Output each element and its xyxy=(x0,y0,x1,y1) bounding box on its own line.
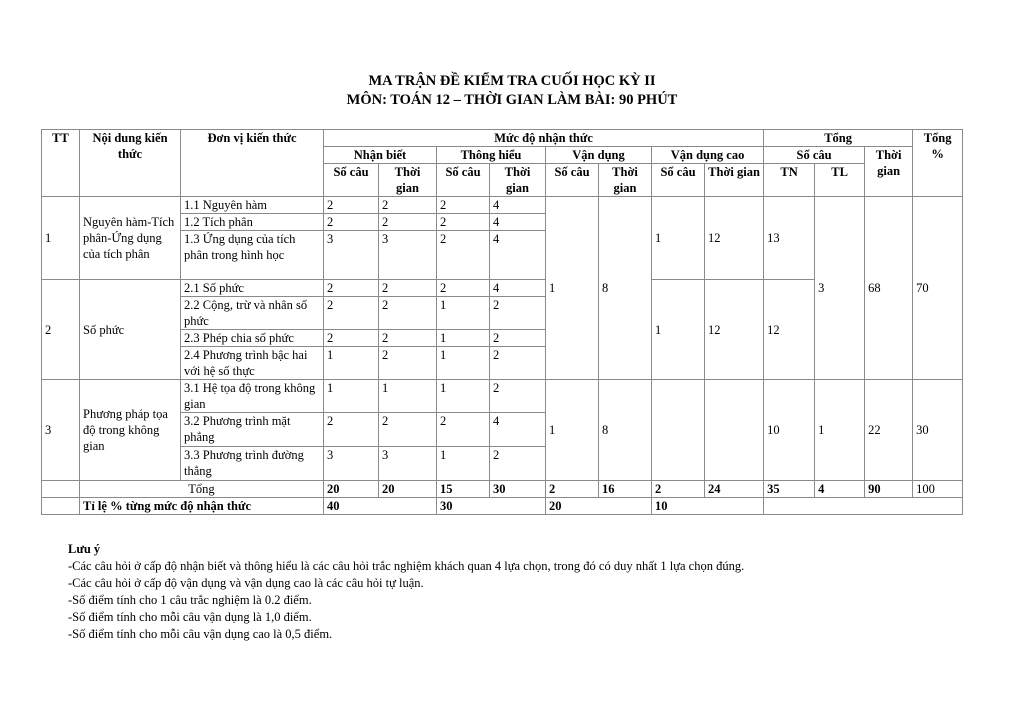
section-1-content: Nguyên hàm-Tích phân-Ứng dụng của tích phân xyxy=(80,197,181,280)
unit-label: 3.3 Phương trình đường thẳng xyxy=(181,447,324,481)
total-vd-time: 16 xyxy=(599,481,652,498)
vdc-count-section-3 xyxy=(652,380,705,481)
notes-section xyxy=(68,541,968,643)
unit-label: 1.3 Ứng dụng của tích phân trong hình học xyxy=(181,231,324,280)
th-count-cell: 2 xyxy=(437,231,490,280)
header-recognition: Nhận biết xyxy=(324,147,437,164)
header-application: Vận dụng xyxy=(546,147,652,164)
th-time-cell: 2 xyxy=(490,347,546,380)
th-time-cell: 4 xyxy=(490,413,546,447)
header-row-1 xyxy=(42,130,963,147)
percent-section-3: 30 xyxy=(913,380,963,481)
th-time-cell: 2 xyxy=(490,330,546,347)
th-count-cell: 2 xyxy=(437,197,490,214)
th-count-cell: 1 xyxy=(437,330,490,347)
header-question-count: Số câu xyxy=(764,147,865,164)
header-vdc-time: Thời gian xyxy=(705,164,764,197)
notes-title: Lưu ý xyxy=(68,542,101,556)
note-line: -Các câu hỏi ở cấp độ vận dụng và vận dụng cao là các câu hỏi tự luận. xyxy=(68,576,424,590)
total-th-count: 15 xyxy=(437,481,490,498)
nb-time-cell: 1 xyxy=(379,380,437,413)
knowledge-matrix-table xyxy=(41,129,963,515)
unit-label: 1.2 Tích phân xyxy=(181,214,324,231)
header-unit: Đơn vị kiến thức xyxy=(181,130,324,197)
vd-count-section-3: 1 xyxy=(546,380,599,481)
vd-time-section-3: 8 xyxy=(599,380,652,481)
unit-label: 1.1 Nguyên hàm xyxy=(181,197,324,214)
vdc-time-section-3 xyxy=(705,380,764,481)
table-row xyxy=(42,380,963,413)
nb-count-cell: 1 xyxy=(324,380,379,413)
nb-time-cell: 2 xyxy=(379,330,437,347)
total-nb-time: 20 xyxy=(379,481,437,498)
header-th-time: Thời gian xyxy=(490,164,546,197)
total-th-time: 30 xyxy=(490,481,546,498)
nb-count-cell: 1 xyxy=(324,347,379,380)
vdc-time-section-2: 12 xyxy=(705,280,764,380)
nb-time-cell: 2 xyxy=(379,413,437,447)
vdc-count-section-1: 1 xyxy=(652,197,705,280)
page-subtitle: MÔN: TOÁN 12 – THỜI GIAN LÀM BÀI: 90 PHÚT xyxy=(346,92,678,108)
note-line: -Các câu hỏi ở cấp độ nhận biết và thông hiểu là các câu hỏi trắc nghiệm khách quan 4 lựa chọn, trong đó có duy nhất 1 lựa chọn đúng. xyxy=(68,559,745,573)
nb-count-cell: 2 xyxy=(324,297,379,330)
tn-section-2: 12 xyxy=(764,280,815,380)
total-nb-count: 20 xyxy=(324,481,379,498)
header-vdc-count: Số câu xyxy=(652,164,705,197)
th-count-cell: 1 xyxy=(437,347,490,380)
header-cognitive-level: Mức độ nhận thức xyxy=(324,130,764,147)
unit-label: 3.2 Phương trình mặt phẳng xyxy=(181,413,324,447)
section-2-tt: 2 xyxy=(42,280,80,380)
vd-count-merged: 1 xyxy=(546,197,599,380)
nb-count-cell: 2 xyxy=(324,197,379,214)
tl-section-3: 1 xyxy=(815,380,865,481)
section-2-content: Số phức xyxy=(80,280,181,380)
th-time-cell: 4 xyxy=(490,280,546,297)
ratio-empty xyxy=(764,498,963,515)
note-line: -Số điểm tính cho 1 câu trắc nghiệm là 0.2 điểm. xyxy=(68,593,312,607)
nb-count-cell: 2 xyxy=(324,330,379,347)
time-section-3: 22 xyxy=(865,380,913,481)
note-line: -Số điểm tính cho mỗi câu vận dụng là 1,0 điểm. xyxy=(68,610,312,624)
unit-label: 2.1 Số phức xyxy=(181,280,324,297)
header-content: Nội dung kiến thức xyxy=(80,130,181,197)
total-tl: 4 xyxy=(815,481,865,498)
ratio-vd: 20 xyxy=(546,498,652,515)
th-count-cell: 2 xyxy=(437,413,490,447)
nb-count-cell: 3 xyxy=(324,231,379,280)
total-time: 90 xyxy=(865,481,913,498)
th-count-cell: 1 xyxy=(437,447,490,481)
nb-count-cell: 3 xyxy=(324,447,379,481)
ratio-tt-empty xyxy=(42,498,80,515)
th-time-cell: 4 xyxy=(490,231,546,280)
nb-time-cell: 3 xyxy=(379,447,437,481)
nb-time-cell: 2 xyxy=(379,347,437,380)
time-merged: 68 xyxy=(865,197,913,380)
vdc-count-section-2: 1 xyxy=(652,280,705,380)
nb-time-cell: 3 xyxy=(379,231,437,280)
nb-count-cell: 2 xyxy=(324,214,379,231)
tn-section-3: 10 xyxy=(764,380,815,481)
header-th-count: Số câu xyxy=(437,164,490,197)
totals-label: Tổng xyxy=(80,481,324,498)
header-total: Tổng xyxy=(764,130,913,147)
table-row xyxy=(42,197,963,214)
tl-merged: 3 xyxy=(815,197,865,380)
page-title: MA TRẬN ĐỀ KIỂM TRA CUỐI HỌC KỲ II xyxy=(368,73,656,89)
th-count-cell: 2 xyxy=(437,214,490,231)
header-tt: TT xyxy=(42,130,80,197)
header-vd-time: Thời gian xyxy=(599,164,652,197)
totals-row xyxy=(42,481,963,498)
header-nb-count: Số câu xyxy=(324,164,379,197)
vd-time-merged: 8 xyxy=(599,197,652,380)
section-1-tt: 1 xyxy=(42,197,80,280)
th-time-cell: 2 xyxy=(490,380,546,413)
ratio-th: 30 xyxy=(437,498,546,515)
header-vd-count: Số câu xyxy=(546,164,599,197)
vdc-time-section-1: 12 xyxy=(705,197,764,280)
total-tn: 35 xyxy=(764,481,815,498)
unit-label: 2.2 Cộng, trừ và nhân số phức xyxy=(181,297,324,330)
nb-count-cell: 2 xyxy=(324,280,379,297)
totals-tt-empty xyxy=(42,481,80,498)
header-nb-time: Thời gian xyxy=(379,164,437,197)
total-percent: 100 xyxy=(913,481,963,498)
th-time-cell: 4 xyxy=(490,197,546,214)
note-line: -Số điểm tính cho mỗi câu vận dụng cao là 0,5 điểm. xyxy=(68,627,333,641)
header-high-application: Vận dụng cao xyxy=(652,147,764,164)
th-count-cell: 2 xyxy=(437,280,490,297)
tn-section-1: 13 xyxy=(764,197,815,280)
ratio-vdc: 10 xyxy=(652,498,764,515)
th-count-cell: 1 xyxy=(437,297,490,330)
ratio-nb: 40 xyxy=(324,498,437,515)
percent-merged: 70 xyxy=(913,197,963,380)
unit-label: 3.1 Hệ tọa độ trong không gian xyxy=(181,380,324,413)
th-count-cell: 1 xyxy=(437,380,490,413)
unit-label: 2.3 Phép chia số phức xyxy=(181,330,324,347)
header-tn: TN xyxy=(764,164,815,197)
header-comprehension: Thông hiểu xyxy=(437,147,546,164)
ratio-label: Tỉ lệ % từng mức độ nhận thức xyxy=(80,498,324,515)
total-vdc-count: 2 xyxy=(652,481,705,498)
th-time-cell: 2 xyxy=(490,447,546,481)
nb-time-cell: 2 xyxy=(379,280,437,297)
section-3-content: Phương pháp tọa độ trong không gian xyxy=(80,380,181,481)
ratio-row xyxy=(42,498,963,515)
th-time-cell: 4 xyxy=(490,214,546,231)
header-tl: TL xyxy=(815,164,865,197)
nb-time-cell: 2 xyxy=(379,197,437,214)
header-total-percent: Tổng % xyxy=(913,130,963,197)
nb-count-cell: 2 xyxy=(324,413,379,447)
th-time-cell: 2 xyxy=(490,297,546,330)
total-vdc-time: 24 xyxy=(705,481,764,498)
section-3-tt: 3 xyxy=(42,380,80,481)
total-vd-count: 2 xyxy=(546,481,599,498)
nb-time-cell: 2 xyxy=(379,297,437,330)
nb-time-cell: 2 xyxy=(379,214,437,231)
unit-label: 2.4 Phương trình bậc hai với hệ số thực xyxy=(181,347,324,380)
header-total-time: Thời gian xyxy=(865,147,913,197)
